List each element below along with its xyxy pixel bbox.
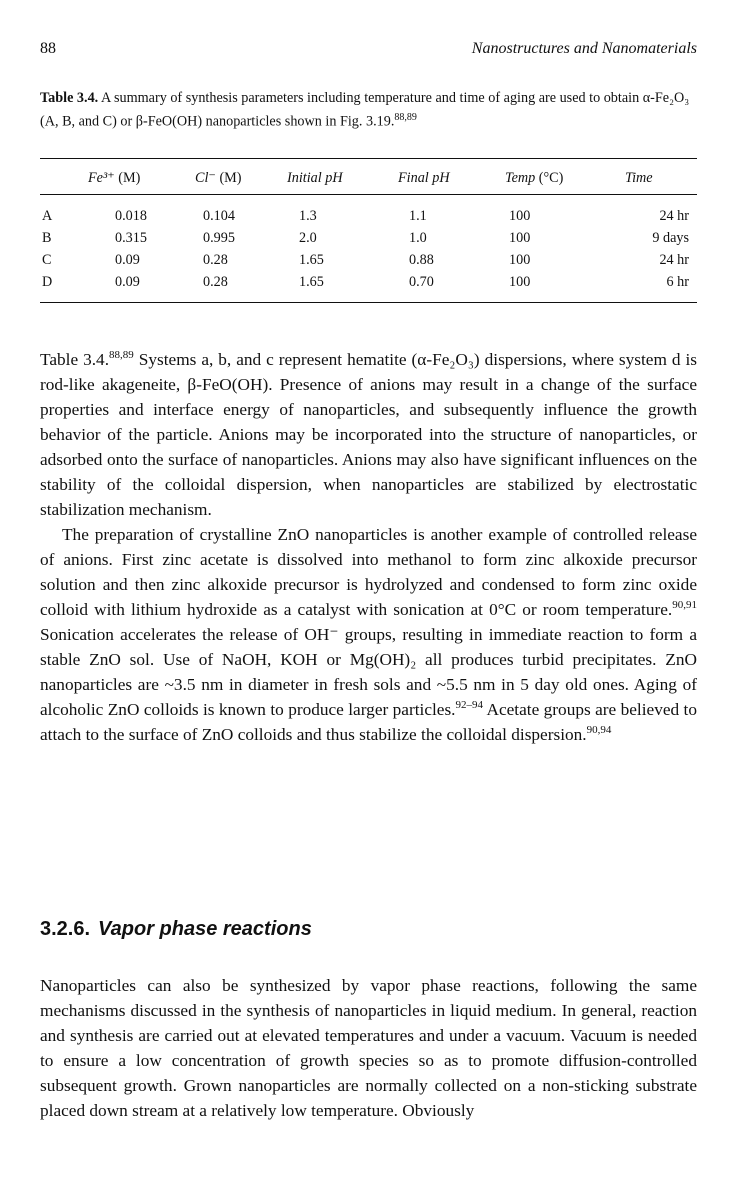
citation: 90,94 xyxy=(586,724,612,737)
section-number: 3.2.6. xyxy=(40,918,91,940)
cell-cl: 0.28 xyxy=(203,274,228,290)
cell-final-ph: 0.88 xyxy=(409,252,434,268)
table-bottom-rule xyxy=(40,302,697,303)
table-header-rule xyxy=(40,194,697,195)
citation: 88,89 xyxy=(109,349,134,362)
table-caption-text: A summary of synthesis parameters including temperature and time of aging are used to obtain α-Fe₂O₃ (A, B, and C) or β-FeO(OH) nanoparticles shown in Fig. 3.19. xyxy=(40,90,690,130)
cell-fe: 0.315 xyxy=(115,230,147,246)
cell-temp: 100 xyxy=(509,230,531,246)
cell-fe: 0.09 xyxy=(115,274,140,290)
cell-initial-ph: 1.3 xyxy=(299,208,317,224)
table-row xyxy=(40,274,697,294)
table-caption-refs: 88,89 xyxy=(394,112,417,123)
paragraph-anions xyxy=(40,347,697,522)
row-id: D xyxy=(42,274,53,290)
paragraph-text: Systems a, b, and c represent hematite (α-Fe₂O₃) dispersions, where system d is rod-like akageneite, β-FeO(OH). Presence of anions may result in a change of the surface properties and interface energy of nanoparticles, and subsequently influence the growth behavior of the particle. Anions may be incorporated into the structure of nanoparticles, or adsorbed onto the surface of nanoparticles. Anions may also have significant influences on the stability of the colloidal dispersion, when nanoparticles are stabilized by electrostatic stabilization mechanism. xyxy=(40,350,697,519)
cell-time: 9 days xyxy=(652,230,689,246)
paragraph-vapor: Nanoparticles can also be synthesized by vapor phase reactions, following the same mechanisms discussed in the synthesis of nanoparticles in liquid medium. In general, reaction and synthesis are carried out at elevated temperatures and under a vacuum. Vacuum is needed to ensure a low concentration of growth species so as to promote diffusion-controlled subsequent growth. Grown nanoparticles are normally collected on a non-sticking substrate placed down stream at a relatively low temperature. Obviously xyxy=(40,976,697,1120)
running-head xyxy=(40,40,697,62)
cell-cl: 0.995 xyxy=(203,230,235,246)
cell-fe: 0.018 xyxy=(115,208,147,224)
section-body-text xyxy=(40,973,697,1123)
row-id: A xyxy=(42,208,53,224)
paragraph-text: The preparation of crystalline ZnO nanoparticles is another example of controlled release of anions. First zinc acetate is dissolved into methanol to form zinc alkoxide precursor solution and then zinc alkoxide precursor is hydrolyzed and condensed to form zinc oxide colloid with lithium hydroxide as a catalyst with sonication at 0°C or room temperature. xyxy=(40,525,697,619)
table-row xyxy=(40,230,697,250)
column-header-fe: Fe³⁺ (M) xyxy=(88,170,141,186)
section-title: Vapor phase reactions xyxy=(98,918,312,940)
main-body-text xyxy=(40,347,697,747)
cell-fe: 0.09 xyxy=(115,252,140,268)
row-id: C xyxy=(42,252,52,268)
paragraph-zno xyxy=(40,522,697,747)
cell-time: 24 hr xyxy=(659,252,689,268)
table-row xyxy=(40,252,697,272)
cell-time: 24 hr xyxy=(659,208,689,224)
synthesis-table xyxy=(40,158,697,303)
cell-temp: 100 xyxy=(509,252,531,268)
cell-temp: 100 xyxy=(509,208,531,224)
table-caption xyxy=(40,88,697,132)
column-header-cl: Cl⁻ (M) xyxy=(195,170,242,186)
citation: 90,91 xyxy=(672,599,697,612)
cell-temp: 100 xyxy=(509,274,531,290)
cell-final-ph: 0.70 xyxy=(409,274,434,290)
table-top-rule xyxy=(40,158,697,159)
cell-initial-ph: 1.65 xyxy=(299,274,324,290)
cell-final-ph: 1.1 xyxy=(409,208,427,224)
column-header-initial-ph: Initial pH xyxy=(287,170,343,186)
cell-cl: 0.28 xyxy=(203,252,228,268)
citation: 92–94 xyxy=(455,699,484,712)
table-caption-label: Table 3.4. xyxy=(40,90,99,106)
table-row xyxy=(40,208,697,228)
cell-final-ph: 1.0 xyxy=(409,230,427,246)
paragraph-text: Acetate groups are believed to attach to the surface of ZnO colloids and thus stabilize the colloidal dispersion. xyxy=(40,700,697,744)
column-header-final-ph: Final pH xyxy=(398,170,450,186)
paragraph-text: Sonication accelerates the release of OH⁻ groups, resulting in immediate reaction to form a stable ZnO sol. Use of NaOH, KOH or Mg(OH)₂ all produces turbid precipitates. ZnO nanoparticles are ~3.5 nm in diameter in fresh sols and ~5.5 nm in 5 day old ones. Aging of alcoholic ZnO colloids is known to produce larger particles. xyxy=(40,625,697,719)
book-title: Nanostructures and Nanomaterials xyxy=(471,40,697,57)
cell-initial-ph: 1.65 xyxy=(299,252,324,268)
table-reference: Table 3.4. xyxy=(40,350,110,369)
row-id: B xyxy=(42,230,52,246)
cell-cl: 0.104 xyxy=(203,208,235,224)
section-heading xyxy=(40,918,697,941)
cell-time: 6 hr xyxy=(666,274,689,290)
page-number: 88 xyxy=(40,40,56,57)
column-header-time: Time xyxy=(625,170,653,186)
cell-initial-ph: 2.0 xyxy=(299,230,317,246)
column-header-temp: Temp (°C) xyxy=(505,170,564,186)
